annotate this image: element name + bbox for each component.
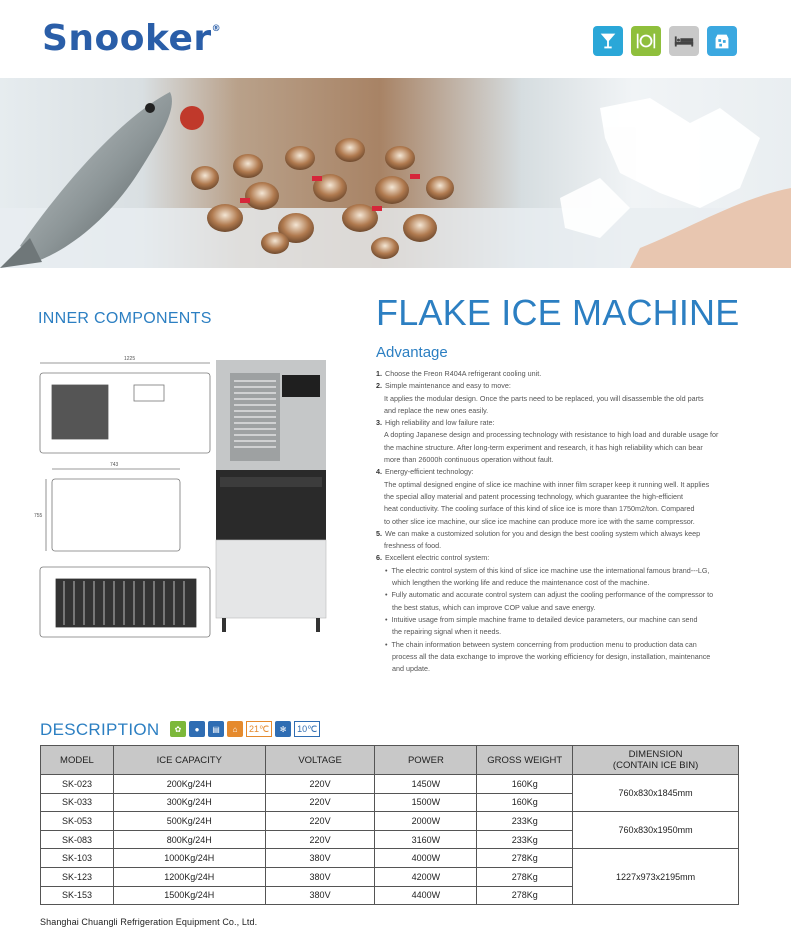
advantage-item-6: 6. Excellent electric control system: [376,553,490,563]
advantage-item-2-detail: It applies the modular design. Once the parts need to be replaced, you will disassemble the old parts [384,393,704,403]
cocktail-icon [593,26,623,56]
control-bullet-2: • Fully automatic and accurate control system can adjust the cooling performance of the compressor to the best status, which can improve COP value and save energy. [378,589,744,614]
table-row: SK-123 1200Kg/24H 380V 4200W 278Kg [41,867,739,886]
header-dimension: DIMENSION (CONTAIN ICE BIN) [573,746,739,775]
category-icons [593,26,737,56]
machine-illustration [216,360,326,632]
advantage-item-5-detail: freshness of food. [384,541,442,551]
header-model: MODEL [41,746,114,775]
table-row: SK-023 200Kg/24H 220V 1450W 160Kg 760x830x1845mm [41,775,739,794]
advantage-title: Advantage [376,344,448,361]
advantage-item-4-detail: the special alloy material and patent processing technology, which guarantee the high-efficient [384,491,683,501]
header-ice-capacity: ICE CAPACITY [113,746,265,775]
company-footer: Shanghai Chuangli Refrigeration Equipment Co., Ltd. [40,917,258,927]
dimension-cell: 760x830x1950mm [573,812,739,849]
dim-width-label: 1225 [124,356,136,362]
inner-components-title: INNER COMPONENTS [38,310,212,327]
product-title: FLAKE ICE MACHINE [376,292,740,333]
banner-illustration [0,78,791,268]
advantage-item-4: 4. Energy-efficient technology: [376,467,474,477]
advantage-list [376,368,744,675]
table-row: SK-103 1000Kg/24H 380V 4000W 278Kg 1227x973x2195mm [41,849,739,868]
front-view-drawing [40,363,210,453]
advantage-item-2: 2. Simple maintenance and easy to move: [376,381,511,391]
dim-depth-label: 743 [110,462,119,468]
description-title: DESCRIPTION [40,720,160,739]
side-view-drawing [46,469,180,551]
advantage-item-3-detail: A dopting Japanese design and processing technology with resistance to high load and durable usage for [384,430,719,440]
control-bullet-3: • Intuitive usage from simple machine frame to detailed device parameters, our machine can send the repairing signal when it needs. [378,614,744,639]
house-icon: ⌂ [227,721,243,737]
brand-logo [42,18,221,59]
control-bullet-1: • The electric control system of this kind of slice ice machine use the international famous brand---LG, which lengthen the working life and reduce the maintenance cost of the machine. [378,565,744,590]
advantage-item-5: 5. We can make a customized solution for you and design the best cooling system which always keep [376,528,701,538]
water-drop-icon: ● [189,721,205,737]
advantage-item-4-detail: to other slice ice machine, our slice ice machine can produce more ice with the same compressor. [384,516,695,526]
table-header-row [41,746,739,775]
advantage-item-1: 1. Choose the Freon R404A refrigerant cooling unit. [376,369,542,378]
table-row: SK-083 800Kg/24H 220V 3160W 233Kg [41,830,739,849]
header-voltage: VOLTAGE [265,746,375,775]
bed-icon [669,26,699,56]
table-row: SK-033 300Kg/24H 220V 1500W 160Kg [41,793,739,812]
leaf-icon: ✿ [170,721,186,737]
dim-height-label: 755 [34,513,43,519]
components-drawings [34,355,338,645]
low-temp-badge: 10℃ [294,721,320,737]
panel-icon: ▤ [208,721,224,737]
snowflake-icon: ✻ [275,721,291,737]
plate-icon [631,26,661,56]
ice-bag-icon [707,26,737,56]
advantage-item-3-detail: the machine structure. After long-term experiment and research, it has high reliability which can bear [384,442,703,452]
advantage-item-3: 3. High reliability and low failure rate: [376,418,495,428]
header-gross-weight: GROSS WEIGHT [477,746,573,775]
header-power: POWER [375,746,477,775]
dimension-cell: 760x830x1845mm [573,775,739,812]
table-row: SK-053 500Kg/24H 220V 2000W 233Kg 760x830x1950mm [41,812,739,831]
advantage-item-2-detail: and replace the new ones easily. [384,405,489,415]
advantage-item-4-detail: The optimal designed engine of slice ice machine with inner film scraper keep it running well. It applies [384,479,710,489]
brand-name: Snooker [42,18,212,59]
advantage-item-4-detail: heat conductivity. The cooling surface of this kind of slice ice is more than 1750m2/ton. Compared [384,504,695,514]
high-temp-badge: 21℃ [246,721,272,737]
advantage-item-3-detail: more than 26000h continuous operation without fault. [384,455,554,465]
control-bullet-4: • The chain information between system concerning from production menu to production data can process all the data exchange to improve the working efficiency for design, installation, maintenance and update. [378,639,744,676]
hero-banner [0,78,791,268]
specification-table [40,745,739,905]
table-row: SK-153 1500Kg/24H 380V 4400W 278Kg [41,886,739,905]
feature-icons [170,721,320,737]
dimension-cell: 1227x973x2195mm [573,849,739,905]
trademark: ® [211,24,222,34]
